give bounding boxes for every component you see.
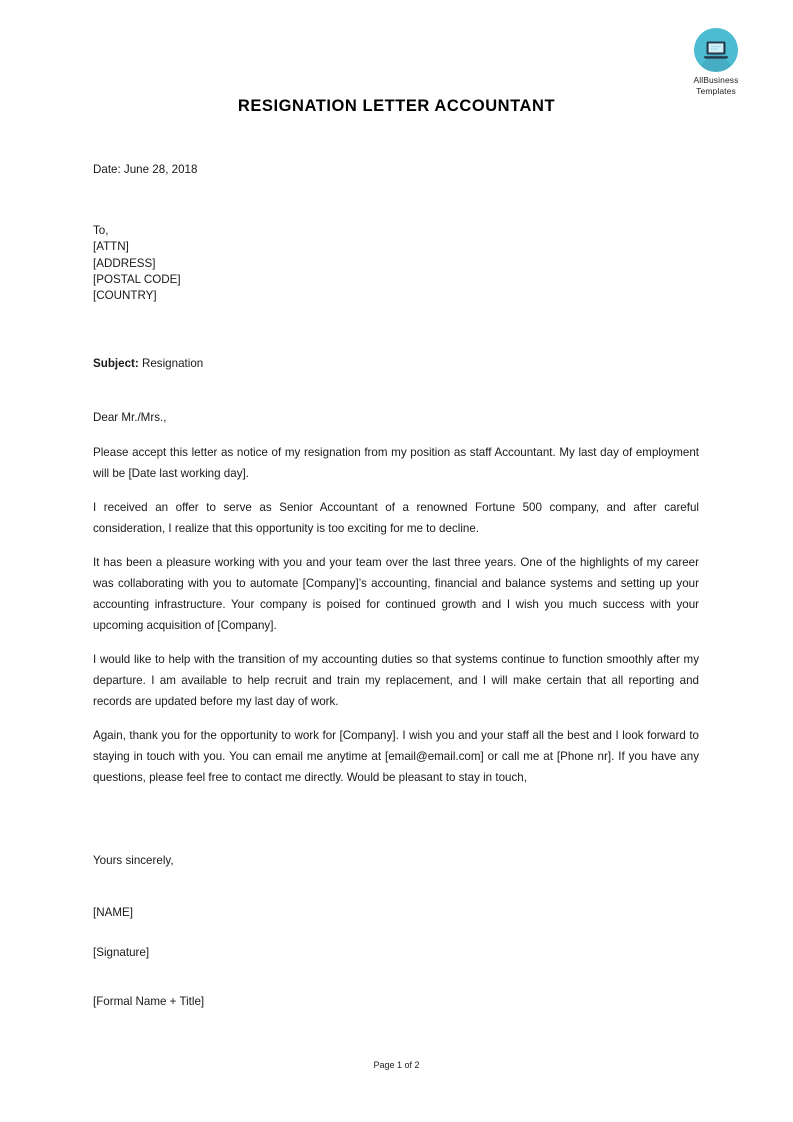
paragraph: I would like to help with the transition of my accounting duties so that systems continue to function smoothly after my departure. I am available to help recruit and train my replacement, and I will make certain that all reporting and records are updated before my last day of work. [93,653,699,708]
address-attn: [ATTN] [93,240,129,254]
formal-name-title-placeholder: [Formal Name + Title] [93,995,205,1008]
brand-logo [681,28,751,96]
paragraph: Again, thank you for the opportunity to work for [Company]. I wish you and your staff all the best and I look forward to staying in touch with you. You can email me anytime at [email@email.com] or call me at [Phone nr]. If you have any questions, please feel free to contact me directly. Would be pleasant to stay in touch, [93,729,699,784]
paragraph: I received an offer to serve as Senior Accountant of a renowned Fortune 500 company, and after careful consideration, I realize that this opportunity is too exciting for me to decline. [93,501,699,535]
logo-line-1: AllBusiness [693,75,739,85]
logo-line-2: Templates [696,85,736,96]
address-postal-code: [POSTAL CODE] [93,272,181,286]
subject-value: Resignation [141,357,204,370]
recipient-address-block [93,223,181,304]
paragraph: Please accept this letter as notice of my resignation from my position as staff Accountant. My last day of employment will be [Date last working day]. [93,446,699,480]
subject-line [93,354,203,375]
date-line: Date: June 28, 2018 [93,163,198,176]
sender-name-placeholder: [NAME] [93,906,133,919]
page-title: RESIGNATION LETTER ACCOUNTANT [237,97,556,115]
logo-circle [694,28,738,72]
page-footer: Page 1 of 2 [373,1060,420,1070]
address-to: To, [93,224,109,237]
paragraph: It has been a pleasure working with you and your team over the last three years. One of the highlights of my career was collaborating with you to automate [Company]’s accounting, financial and balance systems and setting up your accounting infrastructure. Your company is poised for continued growth and I wish you much success with your upcoming acquisition of [Company]. [93,556,699,632]
laptop-icon [703,40,729,60]
letter-paragraphs [93,442,699,801]
subject-label: Subject: [93,357,139,370]
salutation: Dear Mr./Mrs., [93,411,167,424]
address-street: [ADDRESS] [93,256,156,270]
logo-wordmark [681,75,751,96]
address-country: [COUNTRY] [93,289,157,303]
signature-placeholder: [Signature] [93,946,150,959]
sign-off: Yours sincerely, [93,854,174,867]
